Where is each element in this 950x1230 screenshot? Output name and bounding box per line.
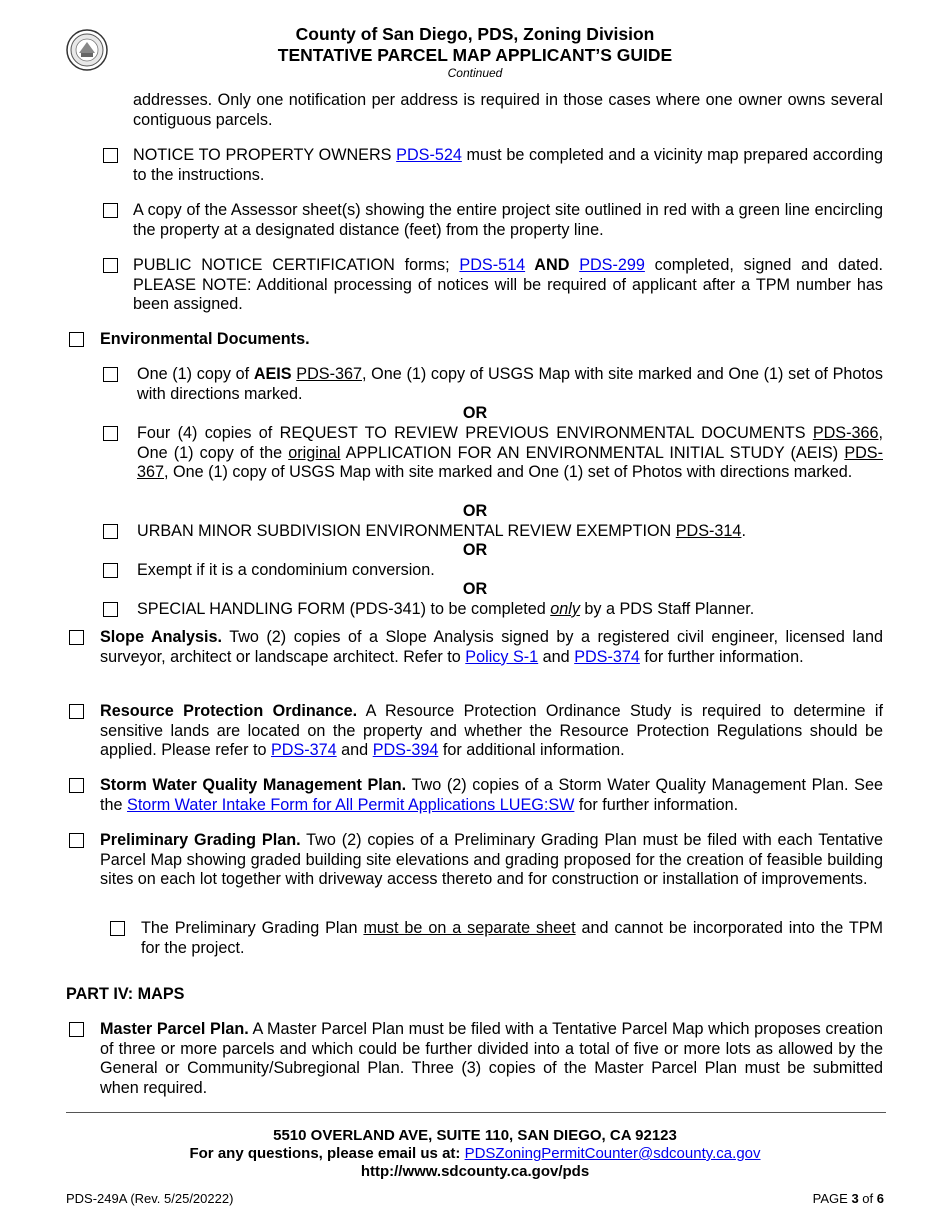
- footer-questions: For any questions, please email us at: PDSZoningPermitCounter@sdcounty.ca.gov: [189, 1145, 761, 1162]
- footer-divider: [66, 1112, 886, 1113]
- assessor-checkbox[interactable]: [103, 203, 118, 218]
- grading-checkbox[interactable]: [69, 833, 84, 848]
- footer-email-link[interactable]: PDSZoningPermitCounter@sdcounty.ca.gov: [464, 1145, 761, 1162]
- env-opt5-paragraph: SPECIAL HANDLING FORM (PDS-341) to be completed only by a PDS Staff Planner.: [137, 600, 755, 618]
- public-notice-checkbox[interactable]: [103, 258, 118, 273]
- header-agency: County of San Diego, PDS, Zoning Division: [295, 24, 655, 44]
- pds-374-link[interactable]: PDS-374: [270, 741, 337, 760]
- storm-checkbox[interactable]: [69, 778, 84, 793]
- page-number: PAGE 3 of 6: [812, 1191, 884, 1206]
- part4-heading: PART IV: MAPS: [66, 985, 185, 1003]
- master-parcel-paragraph: Master Parcel Plan. A Master Parcel Plan must be filed with a Tentative Parcel Map which proposes creation of three or more parcels and which could be further divided into a total of five or more lots as allowed by the General or Community/Subregional Plan. Three (3) copies of the Master Parcel Plan must be submitted when required.: [100, 1020, 883, 1097]
- slope-paragraph: Slope Analysis. Two (2) copies of a Slope Analysis signed by a registered civil engineer, licensed land surveyor, architect or landscape architect. Refer to Policy S-1 and PDS-374 for further information.: [100, 628, 883, 666]
- grading-paragraph: Preliminary Grading Plan. Two (2) copies of a Preliminary Grading Plan must be filed with each Tentative Parcel Map showing graded building site elevations and grading proposed for the creation of feasible building sites on each lot together with driveway access thereto and for construction or installation of improvements.: [100, 831, 883, 889]
- env-opt1-checkbox[interactable]: [103, 367, 118, 382]
- env-opt4-paragraph: Exempt if it is a condominium conversion.: [137, 561, 435, 579]
- or-divider: OR: [462, 502, 488, 520]
- pds-299-link[interactable]: PDS-299: [579, 256, 645, 274]
- assessor-paragraph: A copy of the Assessor sheet(s) showing the entire project site outlined in red with a green line encircling the property at a designated distance (feet) from the property line.: [133, 201, 883, 239]
- or-divider: OR: [462, 580, 488, 598]
- env-opt5-checkbox[interactable]: [103, 602, 118, 617]
- policy-s1-link[interactable]: Policy S-1: [465, 647, 539, 666]
- env-opt3-checkbox[interactable]: [103, 524, 118, 539]
- env-opt2-paragraph: Four (4) copies of REQUEST TO REVIEW PREVIOUS ENVIRONMENTAL DOCUMENTS PDS-366, One (1) copy of the original APPLICATION FOR AN ENVIRONMENTAL INITIAL STUDY (AEIS) PDS-367, One (1) copy of USGS Map with site marked and One (1) set of Photos with directions marked.: [137, 424, 883, 482]
- storm-paragraph: Storm Water Quality Management Plan. Two (2) copies of a Storm Water Quality Management Plan. See the Storm Water Intake Form for All Permit Applications LUEG:SW for further information.: [100, 776, 883, 814]
- public-notice-paragraph: PUBLIC NOTICE CERTIFICATION forms; PDS-514 AND PDS-299 completed, signed and dated. PLEASE NOTE: Additional processing of notices will be required of applicant after a TPM number has been assigned.: [133, 256, 883, 314]
- footer-url: http://www.sdcounty.ca.gov/pds: [360, 1163, 590, 1180]
- grading-sub-checkbox[interactable]: [110, 921, 125, 936]
- intro-paragraph: addresses. Only one notification per address is required in those cases where one owner owns several contiguous parcels.: [133, 91, 883, 129]
- or-divider: OR: [462, 541, 488, 559]
- form-number: PDS-249A (Rev. 5/25/20222): [66, 1191, 234, 1206]
- slope-checkbox[interactable]: [69, 630, 84, 645]
- rpo-checkbox[interactable]: [69, 704, 84, 719]
- pds-374-link[interactable]: PDS-374: [574, 647, 640, 666]
- storm-water-form-link[interactable]: Storm Water Intake Form for All Permit Applications LUEG:SW: [127, 795, 575, 814]
- grading-sub-paragraph: The Preliminary Grading Plan must be on a separate sheet and cannot be incorporated into the TPM for the project.: [141, 919, 883, 957]
- footer-address: 5510 OVERLAND AVE, SUITE 110, SAN DIEGO, CA 92123: [273, 1127, 677, 1144]
- rpo-paragraph: Resource Protection Ordinance. A Resource Protection Ordinance Study is required to determine if sensitive lands are located on the property and whether the Resource Protection Regulations should be applied. Please refer to PDS-374 and PDS-394 for additional information.: [100, 702, 883, 760]
- env-opt4-checkbox[interactable]: [103, 563, 118, 578]
- notice-checkbox[interactable]: [103, 148, 118, 163]
- env-title: Environmental Documents.: [100, 330, 310, 348]
- pds-514-link[interactable]: PDS-514: [459, 256, 526, 274]
- master-parcel-checkbox[interactable]: [69, 1022, 84, 1037]
- pds-394-link[interactable]: PDS-394: [372, 741, 439, 760]
- pds-524-link[interactable]: PDS-524: [396, 146, 462, 164]
- header-title: TENTATIVE PARCEL MAP APPLICANT’S GUIDE: [277, 45, 673, 65]
- env-opt1-paragraph: One (1) copy of AEIS PDS-367, One (1) copy of USGS Map with site marked and One (1) set of Photos with directions marked.: [137, 365, 883, 403]
- env-opt2-checkbox[interactable]: [103, 426, 118, 441]
- header-continued: Continued: [447, 66, 503, 80]
- notice-paragraph: NOTICE TO PROPERTY OWNERS PDS-524 must be completed and a vicinity map prepared according to the instructions.: [133, 146, 884, 184]
- or-divider: OR: [462, 404, 488, 422]
- env-opt3-paragraph: URBAN MINOR SUBDIVISION ENVIRONMENTAL REVIEW EXEMPTION PDS-314.: [137, 522, 746, 540]
- env-checkbox[interactable]: [69, 332, 84, 347]
